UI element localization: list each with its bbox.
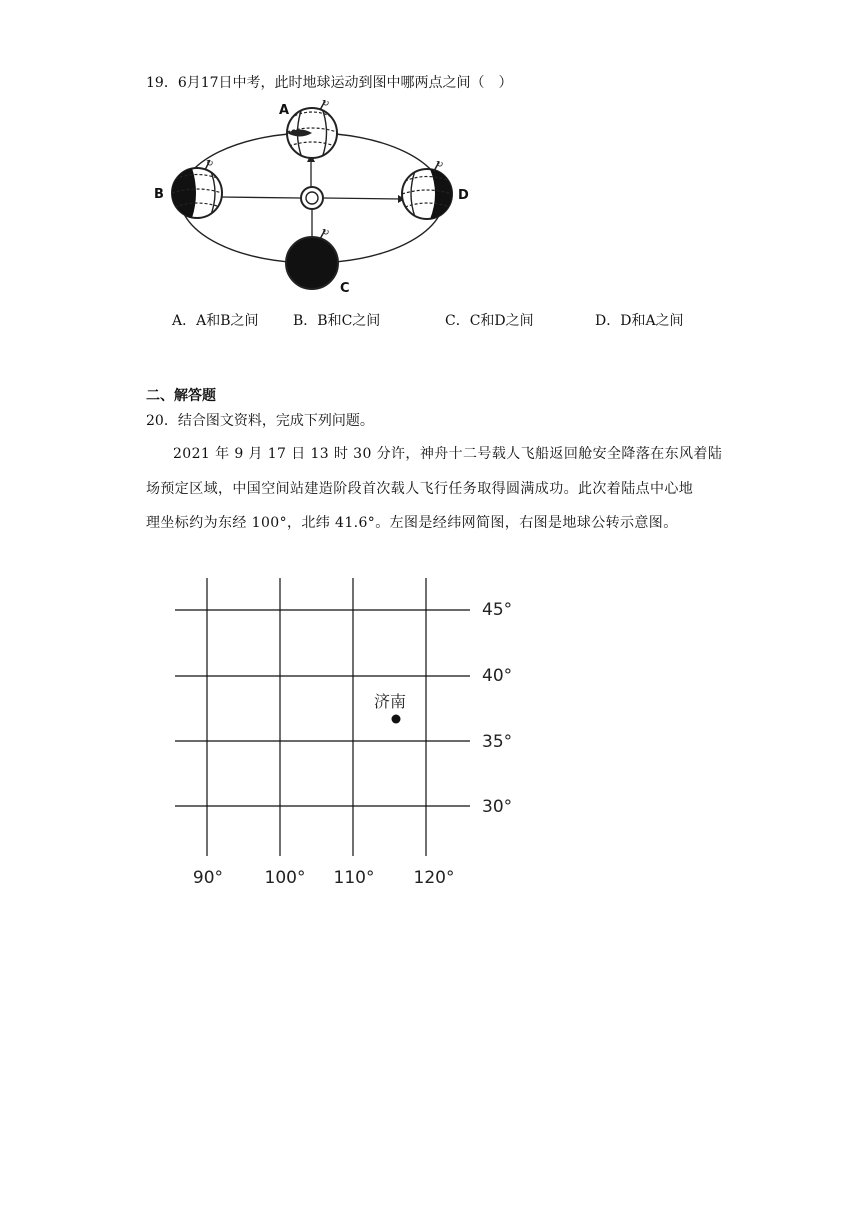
earth-position-c xyxy=(286,228,338,289)
lon-label-120: 120° xyxy=(413,868,455,888)
q20-para-line-2: 场预定区域，中国空间站建造阶段首次载人飞行任务取得圆满成功。此次着陆点中心地 xyxy=(146,481,694,497)
svg-text:↻: ↻ xyxy=(436,160,444,170)
lon-label-90: 90° xyxy=(192,868,224,888)
point-label-c: C xyxy=(340,281,350,296)
q19-option-b[interactable]: B．B和C之间 xyxy=(293,313,381,329)
earth-position-d xyxy=(402,160,452,219)
point-label-a: A xyxy=(279,103,290,118)
earth-orbit-diagram xyxy=(150,96,470,296)
svg-text:↻: ↻ xyxy=(322,99,330,109)
q20-stem: 20．结合图文资料，完成下列问题。 xyxy=(146,413,374,429)
earth-position-b xyxy=(172,159,222,218)
svg-text:↻: ↻ xyxy=(206,159,214,169)
city-label: 济南 xyxy=(374,692,407,711)
graticule-map xyxy=(170,570,530,900)
point-label-b: B xyxy=(154,187,164,202)
q19-option-a[interactable]: A．A和B之间 xyxy=(172,313,259,329)
section-title: 二、解答题 xyxy=(146,388,216,404)
city-dot xyxy=(392,715,401,724)
lon-label-110: 110° xyxy=(333,868,375,888)
q20-para-line-1: 2021 年 9 月 17 日 13 时 30 分许，神舟十二号载人飞船返回舱安全降落在东风着陆 xyxy=(173,446,723,462)
orbit-axis-left xyxy=(220,197,300,198)
q19-option-c[interactable]: C．C和D之间 xyxy=(445,313,534,329)
lat-label-40: 40° xyxy=(482,666,513,686)
q20-para-line-3: 理坐标约为东经 100°，北纬 41.6°。左图是经纬网简图，右图是地球公转示意图。 xyxy=(146,515,678,531)
lat-label-35: 35° xyxy=(482,732,513,752)
lat-label-30: 30° xyxy=(482,797,513,817)
q19-stem: 19．6月17日中考，此时地球运动到图中哪两点之间（ ） xyxy=(146,75,513,91)
lat-label-45: 45° xyxy=(482,600,513,620)
q19-option-d[interactable]: D．D和A之间 xyxy=(595,313,684,329)
earth-position-a xyxy=(287,99,337,158)
point-label-d: D xyxy=(458,188,469,203)
svg-text:↻: ↻ xyxy=(322,228,330,238)
orbit-axis-right xyxy=(324,198,402,199)
lon-label-100: 100° xyxy=(264,868,306,888)
